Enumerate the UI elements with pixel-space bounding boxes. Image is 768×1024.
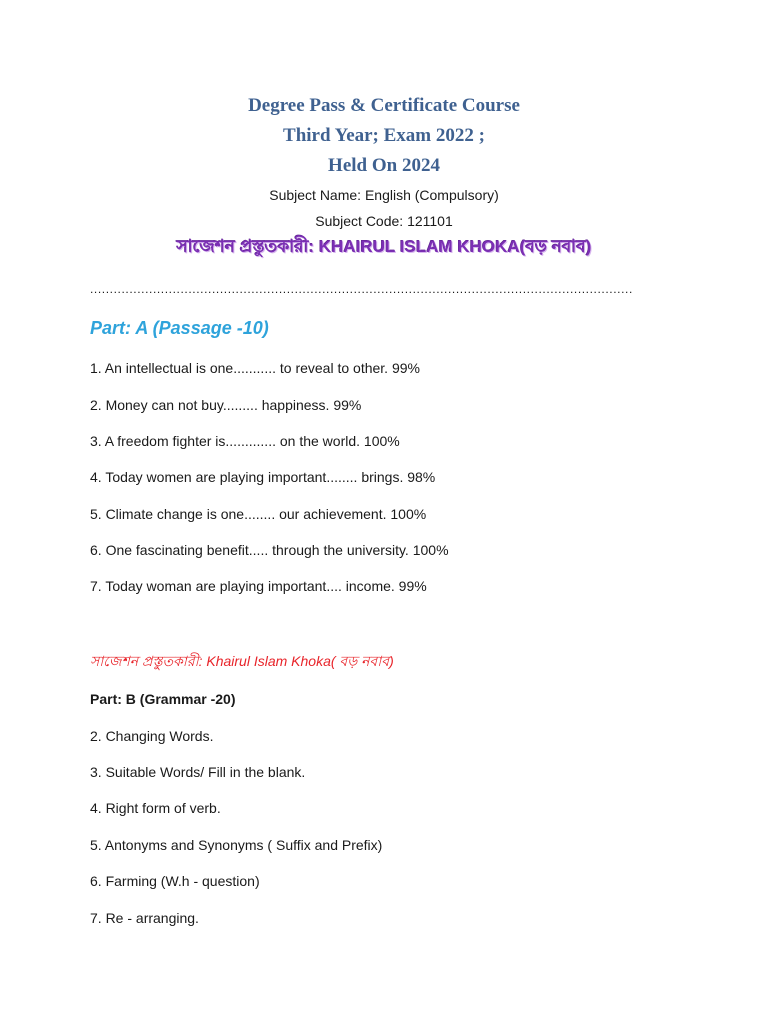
part-b-item: 4. Right form of verb. — [90, 800, 221, 816]
prepared-by-heading: সাজেশন প্রস্তুতকারী: KHAIRUL ISLAM KHOKA(বড় নবাব) — [176, 237, 592, 256]
part-b-item: 5. Antonyms and Synonyms ( Suffix and Prefix) — [90, 837, 383, 853]
title-line-2: Third Year; Exam 2022 ; — [283, 125, 485, 146]
part-a-item: 3. A freedom fighter is............. on the world. 100% — [90, 433, 400, 449]
title-line-3: Held On 2024 — [328, 155, 440, 176]
separator-line: .......................................................................................................................................... — [90, 282, 633, 296]
subject-name: Subject Name: English (Compulsory) — [269, 187, 499, 203]
part-a-heading: Part: A (Passage -10) — [90, 318, 269, 338]
part-a-item: 1. An intellectual is one........... to reveal to other. 99% — [90, 360, 420, 376]
part-a-item: 6. One fascinating benefit..... through the university. 100% — [90, 542, 449, 558]
part-b-heading: Part: B (Grammar -20) — [90, 691, 236, 707]
part-a-item: 7. Today woman are playing important.... income. 99% — [90, 578, 427, 594]
title-line-1: Degree Pass & Certificate Course — [248, 95, 520, 116]
part-b-item: 6. Farming (W.h - question) — [90, 873, 260, 889]
part-a-item: 5. Climate change is one........ our achievement. 100% — [90, 506, 427, 522]
part-b-item: 7. Re - arranging. — [90, 910, 199, 926]
part-b-item: 2. Changing Words. — [90, 728, 214, 744]
part-a-item: 4. Today women are playing important........ brings. 98% — [90, 469, 436, 485]
part-b-item: 3. Suitable Words/ Fill in the blank. — [90, 764, 306, 780]
subject-code: Subject Code: 121101 — [315, 213, 453, 229]
suggestion-note: সাজেশন প্রস্তুতকারী: Khairul Islam Khoka( বড় নবাব) — [90, 653, 394, 669]
part-a-item: 2. Money can not buy......... happiness. 99% — [90, 397, 362, 413]
